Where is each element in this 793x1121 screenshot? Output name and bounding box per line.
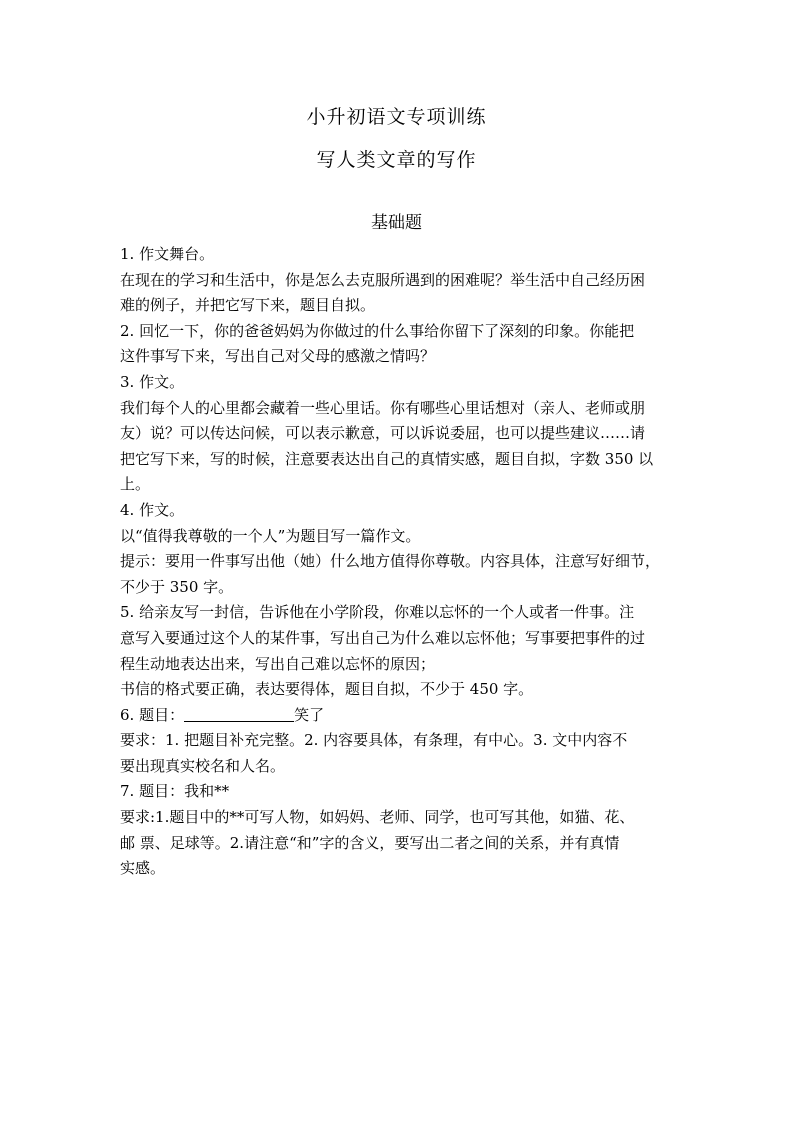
text-line: 在现在的学习和生活中，你是怎么去克服所遇到的困难呢？举生活中自己经历困 <box>120 270 646 289</box>
text-line: 友）说？可以传达问候，可以表示歉意，可以诉说委屈，也可以提些建议……请 <box>120 424 646 443</box>
document-body <box>120 242 680 882</box>
text-line: 要求：1. 把题目补充完整。2. 内容要具体，有条理，有中心。3. 文中内容不 <box>120 731 628 750</box>
text-line: 以“值得我尊敬的一个人”为题目写一篇作文。 <box>120 526 421 545</box>
question-6-suffix: 笑了 <box>294 705 325 724</box>
section-heading: 基础题 <box>371 213 422 233</box>
text-line: 要出现真实校名和人名。 <box>120 756 286 775</box>
text-line: 上。 <box>120 475 151 494</box>
question-6-prefix: 6. 题目： <box>120 705 185 724</box>
question-7-heading: 7. 题目：我和** <box>120 782 230 801</box>
question-2-heading: 2. 回忆一下，你的爸爸妈妈为你做过的什么事给你留下了深刻的印象。你能把 <box>120 321 635 340</box>
question-1-heading: 1. 作文舞台。 <box>120 245 215 263</box>
text-line: 把它写下来，写的时候，注意要表达出自己的真情实感，题目自拟，字数 350 以 <box>120 449 654 468</box>
question-6-heading <box>120 703 680 729</box>
question-5-heading: 5. 给亲友写一封信，告诉他在小学阶段，你难以忘怀的一个人或者一件事。注 <box>120 603 635 622</box>
text-line: 邮 票、足球等。2.请注意“和”字的含义，要写出二者之间的关系，并有真情 <box>120 833 620 852</box>
text-line: 我们每个人的心里都会藏着一些心里话。你有哪些心里话想对（亲人、老师或朋 <box>120 398 646 417</box>
question-4-heading: 4. 作文。 <box>120 500 185 519</box>
text-line: 书信的格式要正确，表达要得体，题目自拟，不少于 450 字。 <box>120 680 534 699</box>
fill-in-blank <box>184 707 294 722</box>
text-line: 意写入要通过这个人的某件事，写出自己为什么难以忘怀他；写事要把事件的过 <box>120 628 646 647</box>
text-line: 这件事写下来，写出自己对父母的感激之情吗？ <box>120 347 436 366</box>
text-line: 要求:1.题目中的**可写人物，如妈妈、老师、同学，也可写其他，如猫、花、 <box>120 808 635 827</box>
text-line: 提示：要用一件事写出他（她）什么地方值得你尊敬。内容具体，注意写好细节， <box>120 552 661 571</box>
text-line: 难的例子，并把它写下来，题目自拟。 <box>120 296 376 315</box>
document-subtitle: 写人类文章的写作 <box>316 149 477 171</box>
question-3-heading: 3. 作文。 <box>120 372 185 391</box>
text-line: 实感。 <box>120 859 166 878</box>
text-line: 不少于 350 字。 <box>120 577 234 596</box>
document-title: 小升初语文专项训练 <box>306 106 487 128</box>
text-line: 程生动地表达出来，写出自己难以忘怀的原因； <box>120 654 436 673</box>
